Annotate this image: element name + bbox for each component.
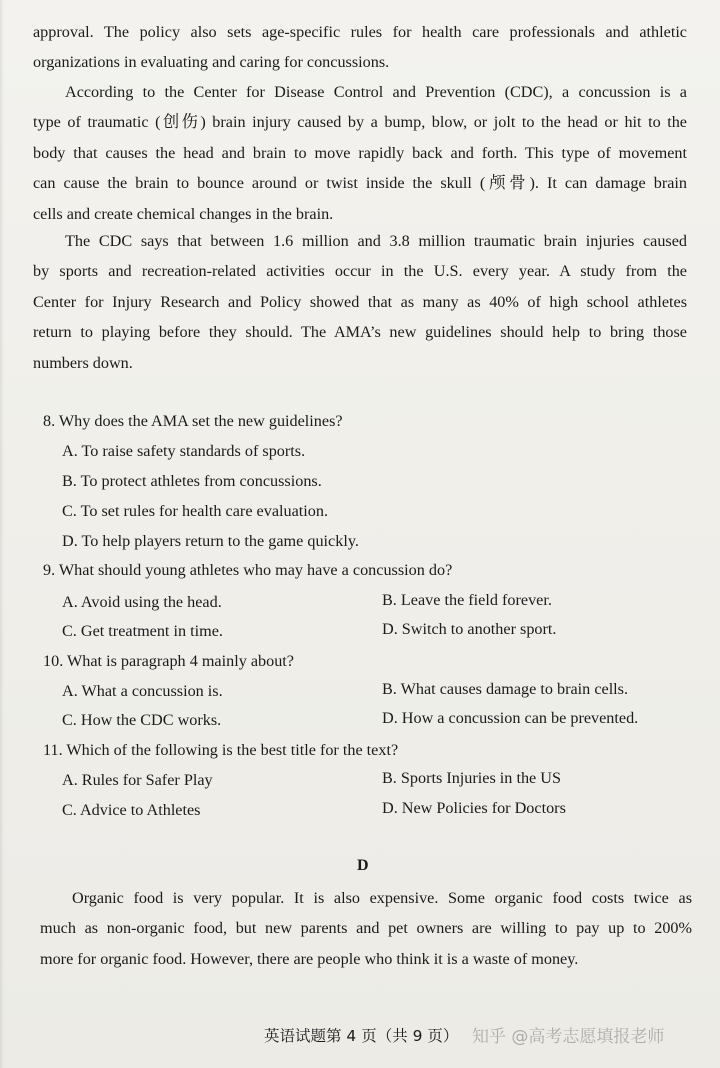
text-line: The CDC says that between 1.6 million and 3.8 million traumatic brain injuries caused [65,232,687,250]
question-8-option-a: A. To raise safety standards of sports. [62,442,306,460]
question-10-option-d: D. How a concussion can be prevented. [382,709,639,727]
text-line: more for organic food. However, there are people who think it is a waste of money. [40,949,579,968]
text-line: can cause the brain to bounce around or twist inside the skull (颅骨). It can damage brain [33,174,687,193]
text-line: body that causes the head and brain to move rapidly back and forth. This type of movement [33,143,687,162]
text-line: Center for Injury Research and Policy showed that as many as 40% of high school athletes [33,292,687,311]
text-line: return to playing before they should. The AMA’s new guidelines should help to bring those [33,323,687,342]
page-footer: 英语试题第 4 页（共 9 页） [264,1027,459,1045]
question-11-option-c: C. Advice to Athletes [62,801,201,819]
question-9-option-c: C. Get treatment in time. [62,622,223,640]
passage-c-paragraph-1 [33,17,687,78]
passage-c-paragraph-2 [33,77,687,229]
text-line: type of traumatic (创伤) brain injury caused by a bump, blow, or jolt to the head or hit to the [33,113,687,132]
page-edge-shadow [0,0,4,1068]
question-11-option-b: B. Sports Injuries in the US [382,769,561,787]
question-8-option-c: C. To set rules for health care evaluation. [62,502,329,520]
question-10-option-c: C. How the CDC works. [62,711,222,729]
passage-d-paragraph-1 [40,883,692,974]
question-10-stem: 10. What is paragraph 4 mainly about? [43,652,294,670]
question-8-option-d: D. To help players return to the game quickly. [62,532,359,550]
text-line: Organic food is very popular. It is also expensive. Some organic food costs twice as [72,889,692,907]
text-line: organizations in evaluating and caring for concussions. [33,53,390,72]
text-line: by sports and recreation-related activities occur in the U.S. every year. A study from the [33,262,687,281]
text-line: According to the Center for Disease Control and Prevention (CDC), a concussion is a [65,83,687,101]
question-9-option-a: A. Avoid using the head. [62,593,222,611]
question-11-stem: 11. Which of the following is the best title for the text? [43,741,399,759]
question-9-option-b: B. Leave the field forever. [382,591,552,609]
text-line: approval. The policy also sets age-specific rules for health care professionals and athletic [33,23,687,41]
question-8-option-b: B. To protect athletes from concussions. [62,472,322,490]
question-9-stem: 9. What should young athletes who may have a concussion do? [43,561,453,579]
section-d-heading: D [357,857,369,874]
watermark-text: 知乎 @高考志愿填报老师 [472,1027,665,1047]
question-11-option-a: A. Rules for Safer Play [62,771,213,789]
question-10-option-b: B. What causes damage to brain cells. [382,680,629,698]
text-line: cells and create chemical changes in the brain. [33,204,334,223]
question-10-option-a: A. What a concussion is. [62,682,223,700]
passage-c-paragraph-3 [33,226,687,378]
text-line: numbers down. [33,353,133,372]
question-11-option-d: D. New Policies for Doctors [382,799,566,817]
question-9-option-d: D. Switch to another sport. [382,620,557,638]
text-line: much as non-organic food, but new parents and pet owners are willing to pay up to 200% [40,919,692,938]
question-8-stem: 8. Why does the AMA set the new guidelines? [43,412,343,430]
